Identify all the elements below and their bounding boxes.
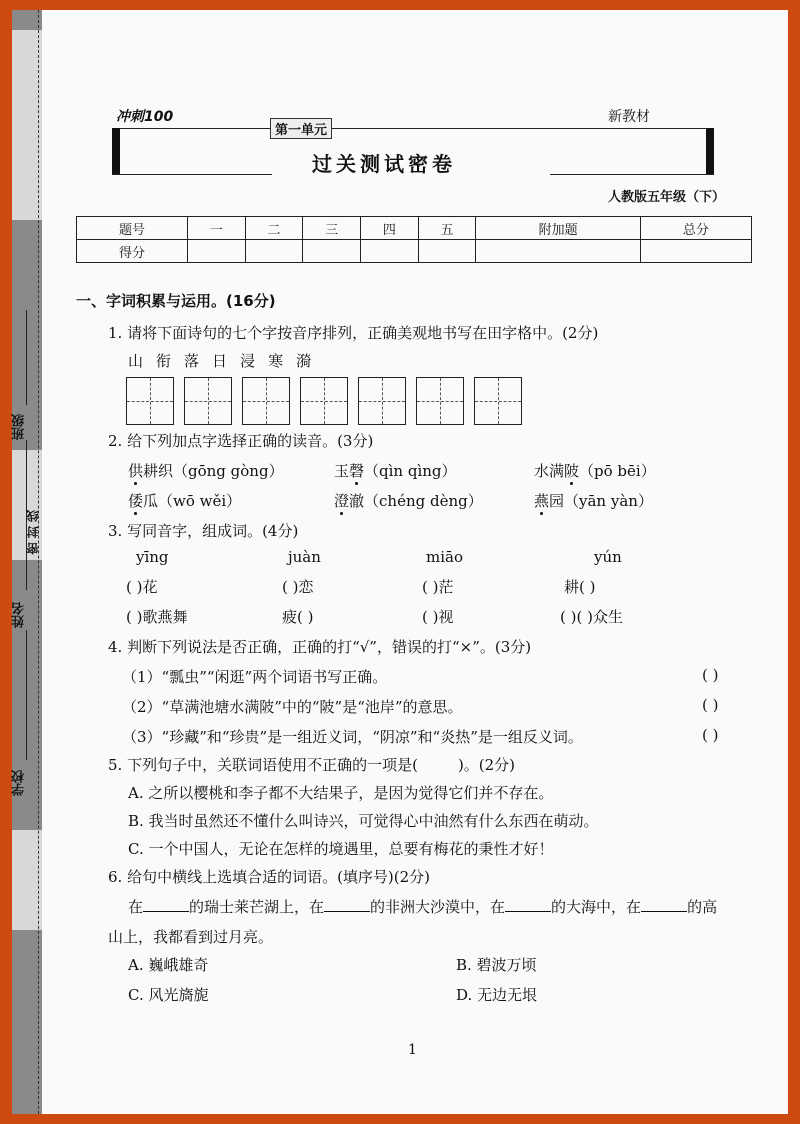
- word-option: A. 巍峨雄奇: [128, 956, 209, 974]
- judge-item: （2）“草满池塘水满陂”中的“陂”是“池岸”的意思。: [122, 698, 463, 716]
- word-option: C. 风光旖旎: [128, 986, 209, 1004]
- fill-blank[interactable]: [324, 897, 370, 912]
- pinyin-label: yīng: [136, 548, 169, 566]
- score-input-cell[interactable]: [303, 240, 361, 263]
- question-6-prompt: 6. 给句中横线上选填合适的词语。(填序号)(2分): [108, 868, 431, 886]
- homophone-blank[interactable]: ( )茫: [422, 578, 454, 596]
- header-rule-bottom-left: [112, 174, 272, 175]
- score-input-cell[interactable]: [418, 240, 476, 263]
- choice-option-a[interactable]: A. 之所以樱桃和李子都不大结果子，是因为觉得它们并不存在。: [128, 784, 554, 802]
- name-label: 姓名: [12, 602, 27, 628]
- homophone-blank[interactable]: ( )恋: [282, 578, 314, 596]
- writing-grid-box[interactable]: [242, 377, 290, 425]
- score-input-cell[interactable]: [245, 240, 303, 263]
- homophone-blank[interactable]: ( )视: [422, 608, 454, 626]
- score-input-cell[interactable]: [361, 240, 419, 263]
- judge-answer-blank[interactable]: ( ): [702, 726, 719, 744]
- page-title: 过关测试密卷: [312, 152, 456, 176]
- header-rule-right: [332, 128, 712, 129]
- judge-answer-blank[interactable]: ( ): [702, 696, 719, 714]
- unit-badge: 第一单元: [270, 118, 332, 139]
- page-number: 1: [408, 1042, 417, 1058]
- score-table: [76, 216, 752, 263]
- header-bar-left: [112, 128, 120, 174]
- poem-char: 漪: [296, 352, 325, 370]
- poem-char: 浸: [240, 352, 269, 370]
- question-1-prompt: 1. 请将下面诗句的七个字按音序排列，正确美观地书写在田字格中。(2分): [108, 324, 599, 342]
- class-write-line: [26, 310, 27, 405]
- pinyin-choice: 玉磬（qìn qìng）: [334, 462, 457, 480]
- header-rule-left: [112, 128, 272, 129]
- poem-char: 寒: [268, 352, 297, 370]
- pinyin-choice: 倭瓜（wō wěi）: [128, 492, 242, 510]
- judge-answer-blank[interactable]: ( ): [702, 666, 719, 684]
- question-4-prompt: 4. 判断下列说法是否正确，正确的打“√”，错误的打“×”。(3分): [108, 638, 532, 656]
- fill-sentence-line2: 山上，我都看到过月亮。: [108, 928, 274, 946]
- word-option: D. 无边无垠: [456, 986, 538, 1004]
- homophone-blank[interactable]: 疲( ): [282, 608, 314, 626]
- score-input-cell[interactable]: [188, 240, 246, 263]
- score-input-cell[interactable]: [476, 240, 641, 263]
- table-cell: 附加题: [476, 217, 641, 240]
- series-label: 冲刺100: [116, 109, 174, 125]
- homophone-blank[interactable]: ( )( )众生: [560, 608, 623, 626]
- judge-item: （3）“珍藏”和“珍贵”是一组近义词，“阴凉”和“炎热”是一组反义词。: [122, 728, 583, 746]
- pinyin-label: miāo: [426, 548, 463, 566]
- grade-label: 人教版五年级（下）: [608, 190, 726, 205]
- writing-grid-box[interactable]: [300, 377, 348, 425]
- poem-char: 落: [184, 352, 213, 370]
- pinyin-label: juàn: [288, 548, 321, 566]
- table-cell: 三: [303, 217, 361, 240]
- judge-item: （1）“瓢虫”“闲逛”两个词语书写正确。: [122, 668, 388, 686]
- question-3-prompt: 3. 写同音字，组成词。(4分): [108, 522, 299, 540]
- table-cell: 一: [188, 217, 246, 240]
- binding-cut-line: [38, 10, 39, 1114]
- score-table-score-row: [77, 240, 752, 263]
- writing-grid-box[interactable]: [474, 377, 522, 425]
- fill-blank[interactable]: [505, 897, 551, 912]
- fill-sentence: 在 的瑞士莱芒湖上，在 的非洲大沙漠中，在 的大海中，在 的高: [128, 898, 718, 916]
- homophone-blank[interactable]: ( )歌燕舞: [126, 608, 188, 626]
- writing-grid-box[interactable]: [416, 377, 464, 425]
- edition-label: 新教材: [608, 109, 650, 125]
- table-cell: 二: [245, 217, 303, 240]
- pinyin-choice: 供耕织（gōng gòng）: [128, 462, 284, 480]
- school-label: 学校: [12, 770, 27, 796]
- writing-grid-box[interactable]: [184, 377, 232, 425]
- poem-char: 山: [128, 352, 157, 370]
- table-cell: 五: [418, 217, 476, 240]
- seal-line-label: 密 封 线: [26, 510, 40, 555]
- writing-grid-box[interactable]: [126, 377, 174, 425]
- score-input-cell[interactable]: [640, 240, 751, 263]
- header-bar-right: [706, 128, 714, 174]
- table-cell: 总分: [640, 217, 751, 240]
- pinyin-choice: 澄澈（chéng dèng）: [334, 492, 483, 510]
- pinyin-choice: 水满陂（pō bēi）: [534, 462, 656, 480]
- poem-char: 衔: [156, 352, 185, 370]
- pinyin-choice: 燕园（yān yàn）: [534, 492, 653, 510]
- school-write-line: [26, 630, 27, 760]
- writing-grid-box[interactable]: [358, 377, 406, 425]
- fill-blank[interactable]: [641, 897, 687, 912]
- question-5-prompt: 5. 下列句子中，关联词语使用不正确的一项是( )。(2分): [108, 756, 516, 774]
- table-cell: 题号: [77, 217, 188, 240]
- header-rule-bottom-right: [550, 174, 714, 175]
- pinyin-label: yún: [594, 548, 622, 566]
- choice-option-c[interactable]: C. 一个中国人，无论在怎样的境遇里，总要有梅花的秉性才好！: [128, 840, 554, 858]
- table-cell: 得分: [77, 240, 188, 263]
- question-1-chars: [128, 350, 324, 371]
- poem-char: 日: [212, 352, 241, 370]
- table-cell: 四: [361, 217, 419, 240]
- fill-blank[interactable]: [143, 897, 189, 912]
- homophone-blank[interactable]: ( )花: [126, 578, 158, 596]
- class-label: 班级: [12, 414, 27, 440]
- question-2-prompt: 2. 给下列加点字选择正确的读音。(3分): [108, 432, 374, 450]
- word-option: B. 碧波万顷: [456, 956, 537, 974]
- section-heading: 一、字词积累与运用。(16分): [76, 292, 276, 310]
- exam-paper: [12, 10, 788, 1114]
- choice-option-b[interactable]: B. 我当时虽然还不懂什么叫诗兴，可觉得心中油然有什么东西在萌动。: [128, 812, 599, 830]
- homophone-blank[interactable]: 耕( ): [564, 578, 596, 596]
- score-table-header-row: [77, 217, 752, 240]
